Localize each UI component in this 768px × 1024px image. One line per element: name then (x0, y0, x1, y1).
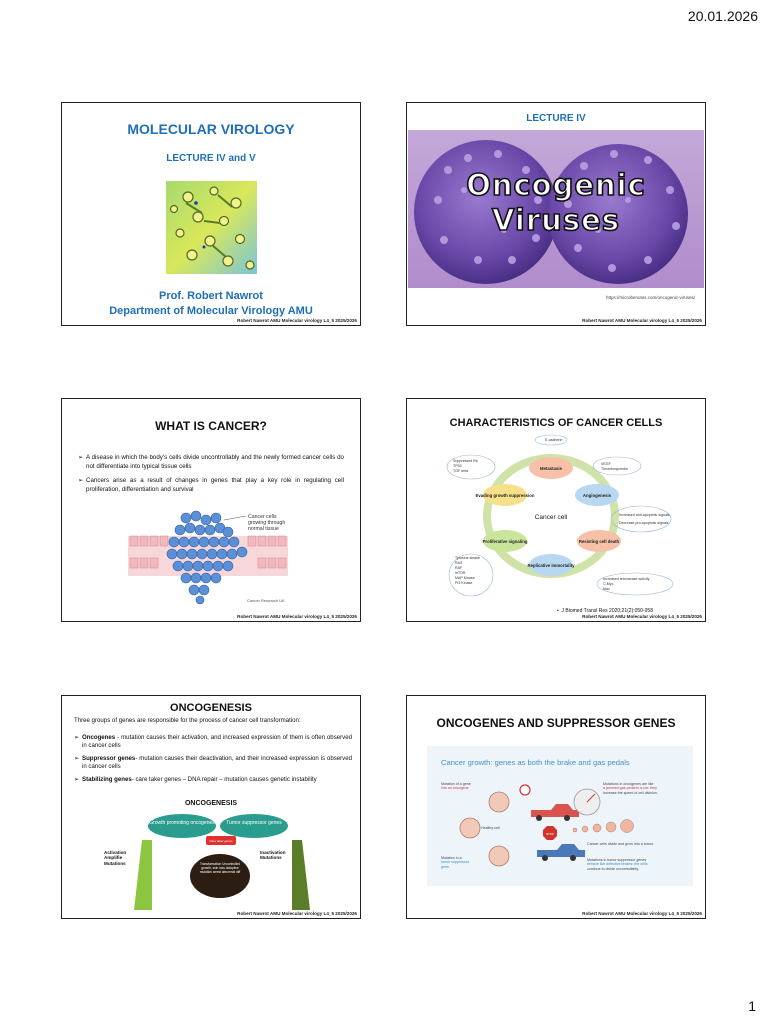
callout-pro-apoptotic: Decrease pro-apoptotic signals (619, 521, 669, 525)
virus-micrograph-image (166, 181, 257, 274)
slide2-lecture: LECTURE IV (526, 113, 586, 124)
callout-tyrosine-kinase: Tyrosine kinase (455, 556, 480, 560)
slide-footer: Robert Nawrot AMU Molecular virology L4_5 2025/2026 (582, 911, 702, 916)
slide-footer: Robert Nawrot AMU Molecular virology L4_5 2025/2026 (582, 614, 702, 619)
slide-3 (61, 398, 361, 622)
infographic-title: Cancer growth: genes as both the brake and gas pedals (441, 758, 630, 767)
arrow-bullet-icon: ➢ (78, 477, 84, 484)
callout-ecadherin: E-cadherin (545, 438, 563, 442)
care-taker-box: Care taker genes (209, 839, 233, 843)
cell-suppressor-icon (489, 846, 509, 866)
slide-footer: Robert Nawrot AMU Molecular virology L4_5 2025/2026 (582, 318, 702, 323)
slide4-citation: • J Biomed Transl Res 2020;21(2):050-058 (557, 608, 653, 614)
red-car-icon (531, 804, 579, 817)
callout-anti-apoptotic: Increased anti-apoptotic signals (619, 513, 670, 517)
oncogenesis-diagram (102, 810, 342, 916)
suppressor-description: Mutations in tumor suppressor genes behave like defective brakes: the cells continue to divide uncontrollably. (587, 858, 648, 871)
callout-thrombospondin: Thrombospondin (601, 467, 628, 471)
slide1-author-block (62, 289, 360, 319)
suppressor-mutation-label: Mutation in a tumor suppressor gene (441, 856, 469, 869)
slide1-title: MOLECULAR VIROLOGY (127, 121, 295, 137)
slide1-author: Prof. Robert Nawrot (159, 290, 263, 302)
arrow-bullet-icon: ➢ (78, 454, 84, 461)
slide5-item-stabilizing: ➢ Stabilizing genes- care taker genes – DNA repair – mutation causes genetic instability (74, 776, 317, 783)
slide1-department: Department of Molecular Virology AMU (109, 305, 313, 317)
slide1-subtitle: LECTURE IV and V (166, 153, 256, 164)
slide5-title: ONCOGENESIS (170, 702, 252, 714)
arrow-bullet-icon: ➢ (74, 776, 80, 783)
oncogenesis-diagram-title: ONCOGENESIS (184, 800, 238, 807)
callout-raf: RAF (455, 566, 463, 570)
callout-map-kinase: MAP Kinase (455, 576, 475, 580)
slide5-intro: Three groups of genes are responsible for the process of cancer cell transformation: (74, 717, 301, 724)
hallmark-proliferative-signaling: Proliferative signaling (482, 539, 528, 544)
slide3-bullet-1: ➢ A disease in which the body's cells divide uncontrollably and the newly formed cancer cells do not differentiate into typical tissue cells (78, 454, 344, 470)
healthy-cell-icon (460, 818, 480, 838)
blue-car-icon (537, 844, 585, 857)
slide2-source-link[interactable]: https://microbenotes.com/oncogenic-viruses/ (605, 295, 695, 300)
page-number: 1 (748, 998, 756, 1014)
arrow-bullet-icon: ➢ (74, 755, 80, 762)
slide-1 (61, 102, 361, 326)
slide-5 (61, 695, 361, 919)
callout-tgf: TGF beta (453, 469, 469, 473)
hallmark-resisting-cell-death: Resisting cell death (578, 539, 620, 544)
slide-footer: Robert Nawrot AMU Molecular virology L4_5 2025/2026 (237, 318, 357, 323)
slide4-title: CHARACTERISTICS OF CANCER CELLS (449, 417, 663, 429)
callout-rb: Suppressed Rb (453, 459, 478, 463)
callout-telomerase: Increased telomerase activity (603, 577, 650, 581)
slide-4 (406, 398, 706, 622)
image-credit: Cancer Research UK (247, 598, 285, 603)
callout-pi3-kinase: PI3 Kinase (455, 581, 473, 585)
slide5-item-oncogenes: ➢ Oncogenes - mutation causes their activation, and increased expression of them is often observed in cancer cells (74, 734, 352, 750)
hallmark-metastasis: Metastasis (540, 466, 562, 471)
callout-vegf: VEGF (601, 462, 611, 466)
slide-2 (406, 102, 706, 326)
growth-promoting-box: Growth promoting oncogenes (149, 820, 215, 826)
tumor-growth-icon (573, 820, 634, 833)
slide5-item-suppressor: ➢ Suppressor genes- mutation causes their deactivation, and their increased expression is observed in cancer cells (74, 755, 352, 771)
slide3-bullet-2: ➢ Cancers arise as a result of changes in genes that play a key role in regulating cell proliferation, differentiation and survival (78, 477, 344, 493)
slide-footer: Robert Nawrot AMU Molecular virology L4_5 2025/2026 (237, 614, 357, 619)
header-date: 20.01.2026 (687, 8, 758, 24)
tumor-suppressor-box: Tumor suppressor genes (226, 820, 282, 826)
slide2-title-line2: Viruses (491, 203, 620, 237)
callout-max: Max (603, 587, 610, 591)
infographic-graphics (427, 746, 693, 886)
slide3-title: WHAT IS CANCER? (155, 419, 267, 433)
slide6-title: ONCOGENES AND SUPPRESSOR GENES (436, 716, 676, 730)
arrow-bullet-icon: ➢ (74, 734, 80, 741)
stop-sign-text: STOP (545, 832, 555, 836)
tissue-label: Cancer cells growing through normal tissue (248, 514, 286, 532)
callout-tp53: TP53 (453, 464, 462, 468)
cell-oncogene-icon (489, 792, 509, 812)
speed-sign-icon (520, 785, 530, 795)
gas-brake-infographic (427, 746, 693, 886)
callout-ras: RAS (455, 561, 463, 565)
slide2-title-line1: Oncogenic (466, 168, 646, 202)
slide2-title (408, 168, 704, 238)
bullet-dot-icon: • (557, 608, 562, 614)
hallmark-angiogenesis: Angiogenesis (582, 493, 612, 498)
oncogene-description: Mutations in oncogenes are like a jammed gas pedal in a car: they increase the speed of cell division. (603, 782, 658, 795)
hallmarks-diagram (409, 433, 705, 613)
callout-mtor: mTOR (455, 571, 466, 575)
center-label: Cancer cell (534, 514, 568, 521)
slide-footer: Robert Nawrot AMU Molecular virology L4_5 2025/2026 (237, 911, 357, 916)
hallmark-evading-growth-suppression: Evading growth suppression (475, 493, 535, 498)
healthy-cell-label: Healthy cell (481, 826, 500, 830)
oncogene-mutation-label: Mutation of a gene into an oncogene (441, 782, 471, 791)
hallmark-replicative-immortality: Replicative immortality (527, 563, 575, 568)
slide-6 (406, 695, 706, 919)
activation-label: Activation Amplifie Mutations (104, 850, 127, 866)
tumor-growth-description: Cancer cells divide and grow into a tumor. (587, 842, 654, 846)
oncogenic-viruses-banner (408, 130, 704, 288)
transformation-label: Transformation Uncontrolled growth, skin loss /adaptive mutation arrest abnormal diff (199, 862, 241, 874)
inactivation-label: Inactivation Mutations (260, 850, 286, 861)
callout-cmyc: C-Myc (603, 582, 614, 586)
